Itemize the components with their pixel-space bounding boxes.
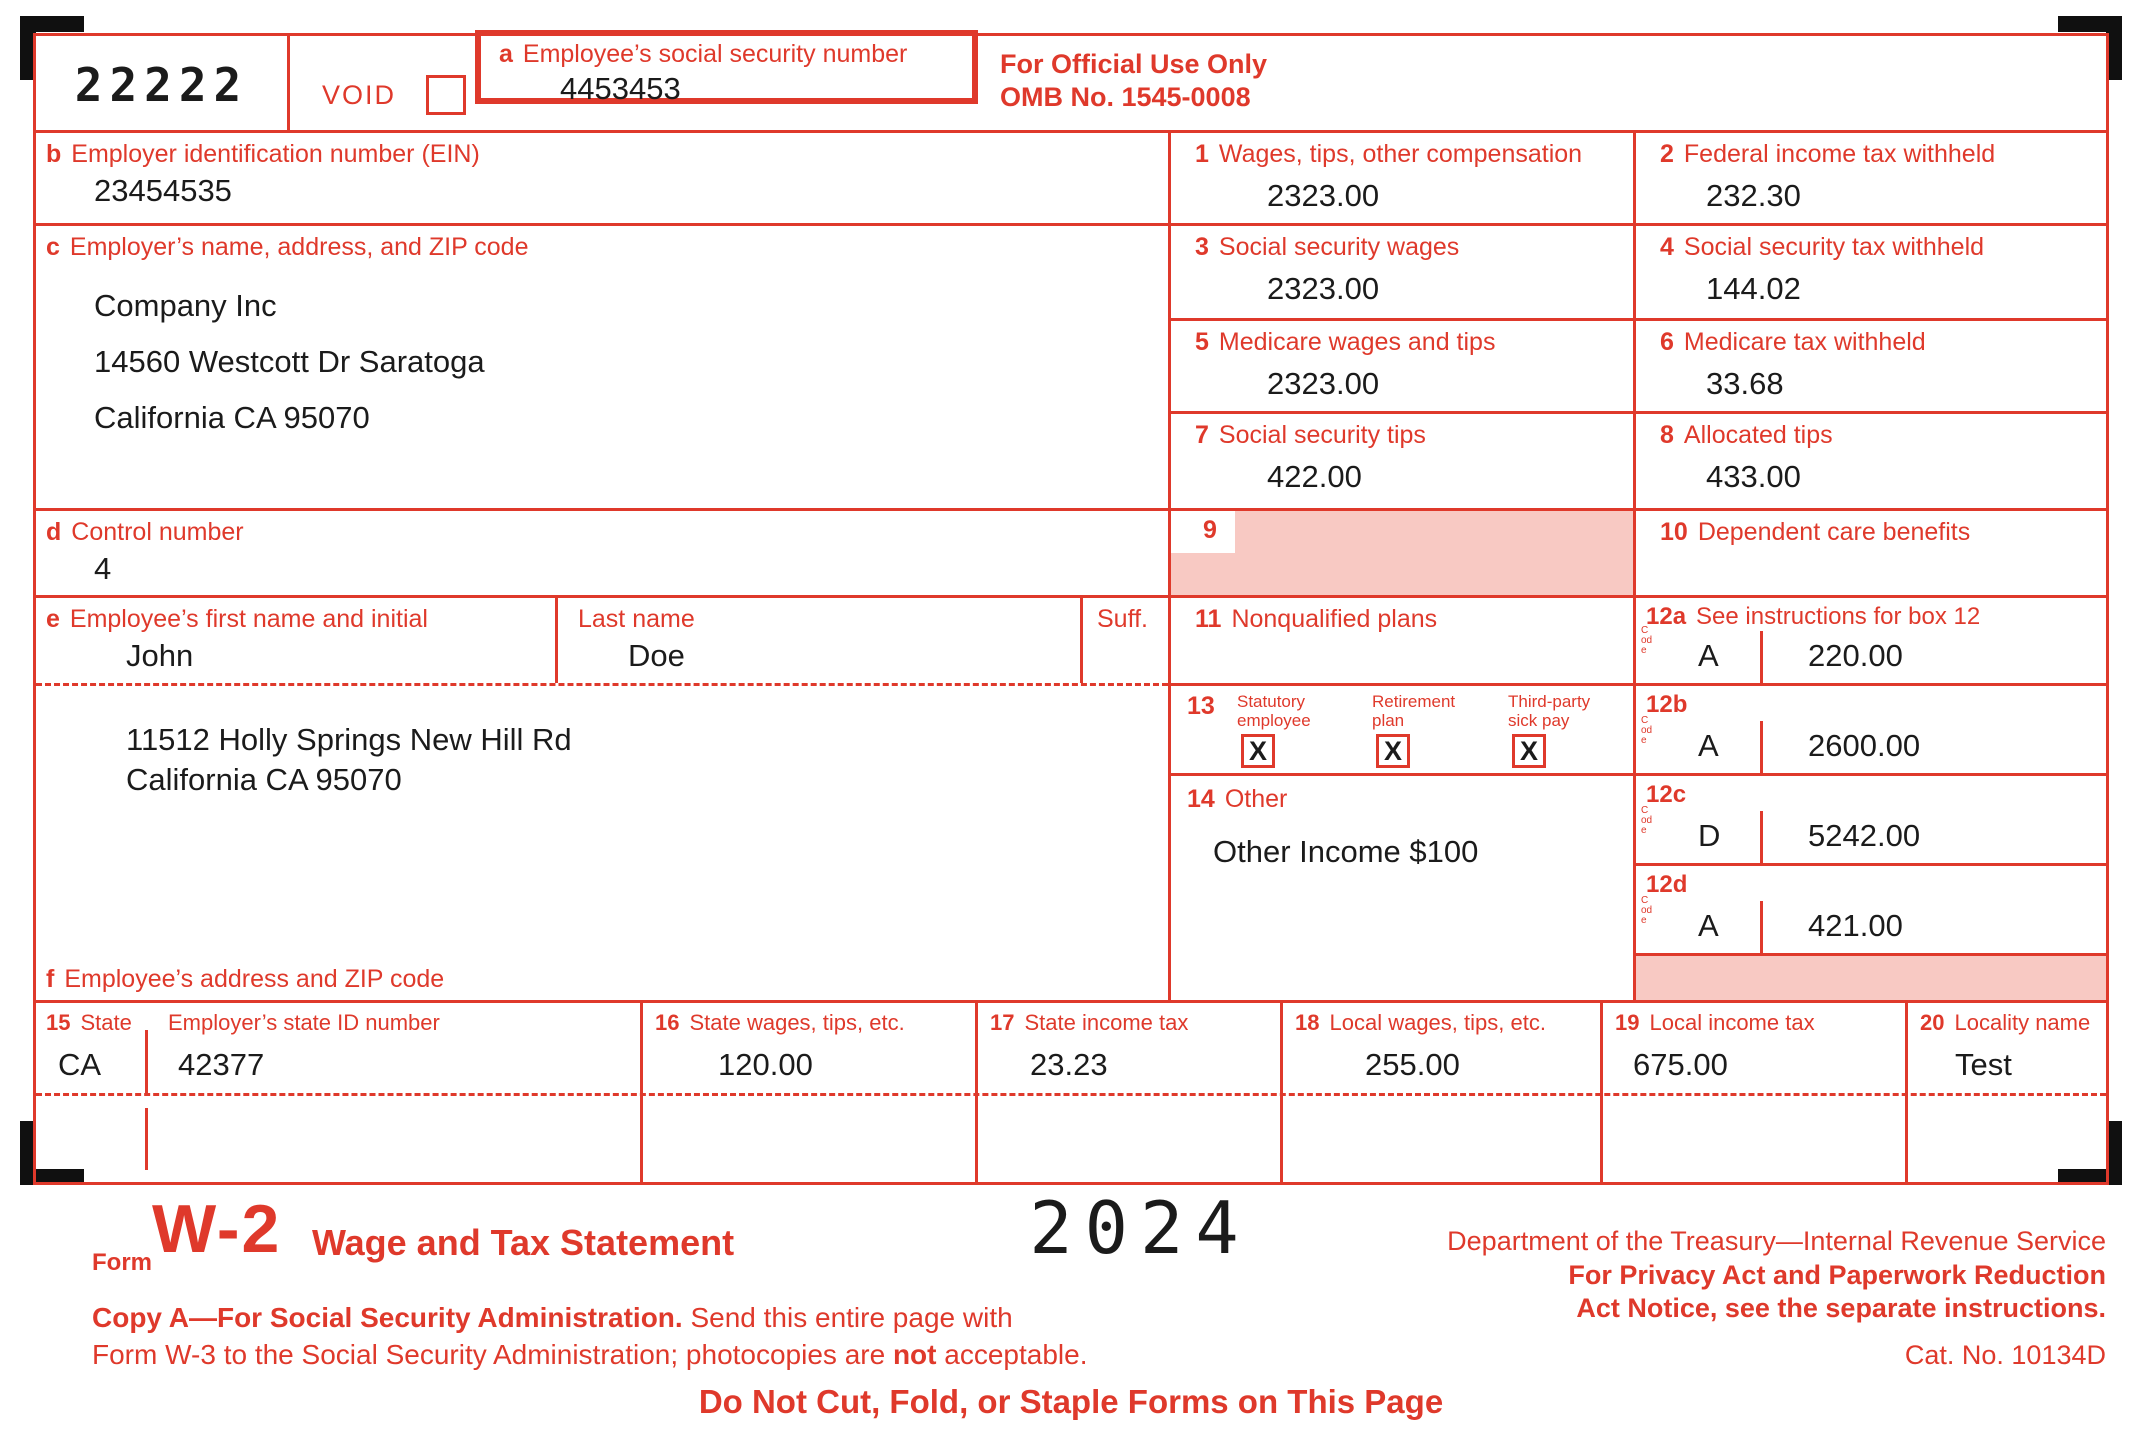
box-3-ss-wages bbox=[1171, 226, 1633, 318]
box-12a-code-label: Code bbox=[1641, 625, 1653, 656]
box-9-shaded bbox=[1171, 511, 1633, 595]
box-e-label bbox=[46, 606, 555, 634]
box-1-label bbox=[1195, 141, 1633, 169]
third-party-sick-pay-group bbox=[1508, 692, 1633, 768]
box-a-label bbox=[499, 41, 972, 69]
box-2-label bbox=[1660, 141, 2106, 169]
retirement-plan-checkbox[interactable] bbox=[1376, 734, 1410, 768]
box-17-state-tax bbox=[978, 1003, 1277, 1093]
box-12c-number: 12c bbox=[1646, 781, 1687, 808]
box-17-title: State income tax bbox=[1024, 1010, 1189, 1035]
third-party-sick-pay-mark: X bbox=[1519, 735, 1538, 766]
box-10-value[interactable] bbox=[1706, 556, 2106, 592]
retirement-plan-label: Retirement bbox=[1372, 692, 1456, 711]
shaded-strip bbox=[1636, 956, 2106, 1000]
omb-number: OMB No. 1545-0008 bbox=[1000, 82, 1251, 112]
retirement-plan-label2: plan bbox=[1372, 711, 1405, 730]
box-20-locality bbox=[1908, 1003, 2106, 1093]
box-12c bbox=[1636, 776, 2106, 863]
box-10-number: 10 bbox=[1660, 518, 1688, 546]
w2-form-grid bbox=[33, 33, 2109, 1185]
box-8-title: Allocated tips bbox=[1683, 421, 1833, 449]
box-14-other bbox=[1171, 776, 1633, 1000]
box-15-label bbox=[46, 1011, 132, 1035]
box-d-control bbox=[36, 511, 1168, 595]
box-12b-number: 12b bbox=[1646, 691, 1688, 718]
box-4-label bbox=[1660, 234, 2106, 262]
box-f-title: Employee’s address and ZIP code bbox=[64, 965, 445, 993]
box-14-title: Other bbox=[1224, 785, 1288, 813]
box-19-value[interactable]: 675.00 bbox=[1633, 1047, 1728, 1082]
employee-address-line1[interactable]: 11512 Holly Springs New Hill Rd bbox=[126, 722, 572, 757]
box-d-label bbox=[46, 519, 1168, 547]
box-14-value[interactable]: Other Income $100 bbox=[1213, 834, 1479, 869]
box-15-number: 15 bbox=[46, 1010, 71, 1035]
tax-year: 2024 bbox=[1029, 1186, 1251, 1270]
statutory-employee-label2: employee bbox=[1237, 711, 1311, 730]
box-15-state bbox=[36, 1003, 640, 1093]
box-7-number: 7 bbox=[1195, 421, 1209, 449]
statutory-employee-mark: X bbox=[1248, 735, 1267, 766]
box-e-title: Employee’s first name and initial bbox=[69, 605, 428, 633]
box-6-medicare-tax bbox=[1636, 321, 2106, 411]
box-9-label-area bbox=[1171, 511, 1235, 553]
box-11-number: 11 bbox=[1195, 605, 1222, 633]
box-1-title: Wages, tips, other compensation bbox=[1218, 140, 1583, 168]
box-b-letter: b bbox=[46, 140, 62, 168]
box-11-nonqualified bbox=[1171, 598, 1633, 683]
box-3-label bbox=[1195, 234, 1633, 262]
box-12b-divider bbox=[1760, 721, 1763, 773]
box-7-value[interactable]: 422.00 bbox=[1267, 458, 1362, 494]
box-9-number: 9 bbox=[1203, 516, 1217, 544]
box-12d-number: 12d bbox=[1646, 871, 1688, 898]
box-20-number: 20 bbox=[1920, 1010, 1945, 1035]
last-name-label: Last name bbox=[578, 605, 695, 633]
box-6-label bbox=[1660, 329, 2106, 357]
box-12d-code-label: Code bbox=[1641, 895, 1653, 926]
box-15-title: State bbox=[80, 1010, 132, 1035]
box-10-title: Dependent care benefits bbox=[1697, 518, 1971, 546]
employer-address[interactable]: 14560 Westcott Dr Saratoga bbox=[94, 343, 485, 379]
box-a-ssn bbox=[475, 30, 978, 104]
box-8-number: 8 bbox=[1660, 421, 1674, 449]
box-suffix bbox=[1083, 598, 1168, 683]
box-13 bbox=[1171, 686, 1633, 773]
box-13-number: 13 bbox=[1187, 692, 1215, 720]
box-11-title: Nonqualified plans bbox=[1231, 605, 1438, 633]
privacy-notice-line1: For Privacy Act and Paperwork Reduction bbox=[1568, 1260, 2106, 1290]
do-not-cut-warning: Do Not Cut, Fold, or Staple Forms on This Page bbox=[698, 1383, 1444, 1420]
box-6-title: Medicare tax withheld bbox=[1683, 328, 1926, 356]
cat-number: Cat. No. 10134D bbox=[1904, 1340, 2106, 1370]
third-party-sick-pay-label2: sick pay bbox=[1508, 711, 1570, 730]
box-2-title: Federal income tax withheld bbox=[1683, 140, 1996, 168]
box-6-number: 6 bbox=[1660, 328, 1674, 356]
last-name-value[interactable]: Doe bbox=[628, 637, 685, 673]
box-7-title: Social security tips bbox=[1218, 421, 1426, 449]
third-party-sick-pay-checkbox[interactable] bbox=[1512, 734, 1546, 768]
box-18-local-wages bbox=[1283, 1003, 1597, 1093]
control-number-value[interactable]: 4 bbox=[94, 550, 112, 586]
ein-value[interactable]: 23454535 bbox=[94, 172, 232, 208]
employee-address-area bbox=[36, 686, 1168, 1000]
box-c-letter: c bbox=[46, 233, 60, 261]
box-2-federal-tax bbox=[1636, 133, 2106, 223]
state-value[interactable]: CA bbox=[58, 1047, 102, 1082]
box-5-number: 5 bbox=[1195, 328, 1209, 356]
box-7-label bbox=[1195, 422, 1633, 450]
box-2-number: 2 bbox=[1660, 140, 1674, 168]
box-5-title: Medicare wages and tips bbox=[1218, 328, 1496, 356]
box-3-number: 3 bbox=[1195, 233, 1209, 261]
copy-a-line2-bold: not bbox=[892, 1339, 937, 1370]
box-11-value[interactable] bbox=[1267, 643, 1633, 679]
box-12d-amount[interactable]: 421.00 bbox=[1808, 908, 1903, 943]
box-16-label bbox=[655, 1011, 905, 1035]
box-d-title: Control number bbox=[71, 518, 244, 546]
box-12d bbox=[1636, 866, 2106, 953]
box-12c-code[interactable]: D bbox=[1698, 818, 1721, 853]
box-3-value[interactable]: 2323.00 bbox=[1267, 270, 1380, 306]
void-label: VOID bbox=[322, 79, 397, 110]
void-section bbox=[290, 36, 475, 130]
box-19-number: 19 bbox=[1615, 1010, 1640, 1035]
copy-a-note-line1 bbox=[92, 1302, 1013, 1334]
box-12b-code-label: Code bbox=[1641, 715, 1653, 746]
box-17-number: 17 bbox=[990, 1010, 1015, 1035]
box-12d-divider bbox=[1760, 901, 1763, 953]
box-f-label bbox=[46, 966, 444, 994]
box-12a-number: 12a bbox=[1646, 603, 1687, 630]
box-4-value[interactable]: 144.02 bbox=[1706, 270, 1801, 306]
box-14-number: 14 bbox=[1187, 785, 1215, 813]
box-20-value[interactable]: Test bbox=[1955, 1047, 2012, 1082]
form-code: 22222 bbox=[74, 58, 249, 112]
statutory-employee-group bbox=[1237, 692, 1370, 768]
box-8-label bbox=[1660, 422, 2106, 450]
void-checkbox[interactable] bbox=[426, 75, 466, 115]
suffix-label: Suff. bbox=[1097, 605, 1148, 633]
ssn-value[interactable]: 4453453 bbox=[560, 70, 681, 106]
box-16-title: State wages, tips, etc. bbox=[689, 1010, 905, 1035]
box-18-label bbox=[1295, 1011, 1546, 1035]
box-12a bbox=[1636, 598, 2106, 683]
box-12a-label bbox=[1646, 604, 1980, 630]
box-18-value[interactable]: 255.00 bbox=[1365, 1047, 1460, 1082]
box-12c-divider bbox=[1760, 811, 1763, 863]
form-label: Form bbox=[92, 1249, 152, 1276]
box-7-ss-tips bbox=[1171, 414, 1633, 508]
box-d-letter: d bbox=[46, 518, 62, 546]
box-10-dependent-care bbox=[1636, 511, 2106, 595]
box-17-value[interactable]: 23.23 bbox=[1030, 1047, 1108, 1082]
statutory-employee-checkbox[interactable] bbox=[1241, 734, 1275, 768]
box-3-title: Social security wages bbox=[1218, 233, 1460, 261]
box-18-title: Local wages, tips, etc. bbox=[1329, 1010, 1546, 1035]
grid-line bbox=[145, 1108, 148, 1170]
box-12a-code[interactable]: A bbox=[1698, 638, 1719, 673]
employer-city[interactable]: California CA 95070 bbox=[94, 399, 370, 435]
box-4-title: Social security tax withheld bbox=[1683, 233, 1985, 261]
box-4-ss-tax bbox=[1636, 226, 2106, 318]
box-c-employer bbox=[36, 226, 1168, 508]
box-6-value[interactable]: 33.68 bbox=[1706, 365, 1784, 401]
box-5-label bbox=[1195, 329, 1633, 357]
official-use-section bbox=[978, 36, 2106, 130]
copy-a-rest: Send this entire page with bbox=[682, 1302, 1013, 1333]
box-4-number: 4 bbox=[1660, 233, 1674, 261]
box-12b bbox=[1636, 686, 2106, 773]
box-1-number: 1 bbox=[1195, 140, 1209, 168]
box-12a-amount[interactable]: 220.00 bbox=[1808, 638, 1903, 673]
box-10-label bbox=[1660, 519, 2106, 547]
copy-a-bold: Copy A—For Social Security Administration. bbox=[92, 1302, 683, 1333]
retirement-plan-mark: X bbox=[1383, 735, 1402, 766]
box-18-number: 18 bbox=[1295, 1010, 1320, 1035]
box-16-state-wages bbox=[643, 1003, 972, 1093]
box-5-medicare-wages bbox=[1171, 321, 1633, 411]
box-12c-code-label: Code bbox=[1641, 805, 1653, 836]
box-c-title: Employer’s name, address, and ZIP code bbox=[69, 233, 529, 261]
copy-a-line2-pre: Form W-3 to the Social Security Administration; photocopies are bbox=[92, 1339, 893, 1370]
box-1-value[interactable]: 2323.00 bbox=[1267, 177, 1380, 213]
box-e-first-name bbox=[36, 598, 555, 683]
box-19-local-tax bbox=[1603, 1003, 1902, 1093]
box-17-label bbox=[990, 1011, 1188, 1035]
box-16-number: 16 bbox=[655, 1010, 680, 1035]
state-id-label: Employer’s state ID number bbox=[168, 1010, 440, 1035]
box-b-ein bbox=[36, 133, 1168, 223]
box-19-title: Local income tax bbox=[1649, 1010, 1815, 1035]
box-e-letter: e bbox=[46, 605, 60, 633]
privacy-notice-line2: Act Notice, see the separate instructions. bbox=[1576, 1293, 2106, 1323]
box-c-label bbox=[46, 234, 1168, 262]
box-12a-title: See instructions for box 12 bbox=[1696, 603, 1981, 630]
box-1-wages bbox=[1171, 133, 1633, 223]
box-f-letter: f bbox=[46, 965, 55, 993]
box-19-label bbox=[1615, 1011, 1815, 1035]
box-12a-divider bbox=[1760, 631, 1763, 683]
box-14-label bbox=[1187, 786, 1287, 814]
form-title: Wage and Tax Statement bbox=[312, 1222, 735, 1263]
copy-a-line2-post: acceptable. bbox=[936, 1339, 1088, 1370]
box-last-name bbox=[558, 598, 1080, 683]
employer-name[interactable]: Company Inc bbox=[94, 287, 277, 323]
state-id-value[interactable]: 42377 bbox=[178, 1047, 265, 1082]
official-use-note: For Official Use Only bbox=[1000, 49, 1268, 79]
box-12c-amount[interactable]: 5242.00 bbox=[1808, 818, 1921, 853]
box-2-value[interactable]: 232.30 bbox=[1706, 177, 1801, 213]
box-12b-amount[interactable]: 2600.00 bbox=[1808, 728, 1921, 763]
box-b-label bbox=[46, 141, 1168, 169]
box-11-label bbox=[1195, 606, 1633, 634]
box-8-value[interactable]: 433.00 bbox=[1706, 458, 1801, 494]
third-party-sick-pay-label: Third-party bbox=[1508, 692, 1591, 711]
box-a-title: Employee’s social security number bbox=[522, 40, 908, 68]
copy-a-note-line2 bbox=[92, 1339, 1087, 1371]
box-b-title: Employer identification number (EIN) bbox=[71, 140, 480, 168]
grid-line-dashed bbox=[36, 1093, 2106, 1096]
box-20-title: Locality name bbox=[1954, 1010, 2091, 1035]
employee-address-line2[interactable]: California CA 95070 bbox=[126, 762, 402, 797]
box-12d-code[interactable]: A bbox=[1698, 908, 1719, 943]
department-line: Department of the Treasury—Internal Revenue Service bbox=[1447, 1226, 2106, 1256]
box-8-allocated-tips bbox=[1636, 414, 2106, 508]
statutory-employee-label: Statutory bbox=[1237, 692, 1306, 711]
first-name-value[interactable]: John bbox=[126, 637, 194, 673]
box-20-label bbox=[1920, 1011, 2090, 1035]
box-5-value[interactable]: 2323.00 bbox=[1267, 365, 1380, 401]
retirement-plan-group bbox=[1372, 692, 1505, 768]
box-16-value[interactable]: 120.00 bbox=[718, 1047, 813, 1082]
box-12b-code[interactable]: A bbox=[1698, 728, 1719, 763]
form-number: W-2 bbox=[152, 1191, 282, 1267]
box-a-letter: a bbox=[499, 40, 513, 68]
